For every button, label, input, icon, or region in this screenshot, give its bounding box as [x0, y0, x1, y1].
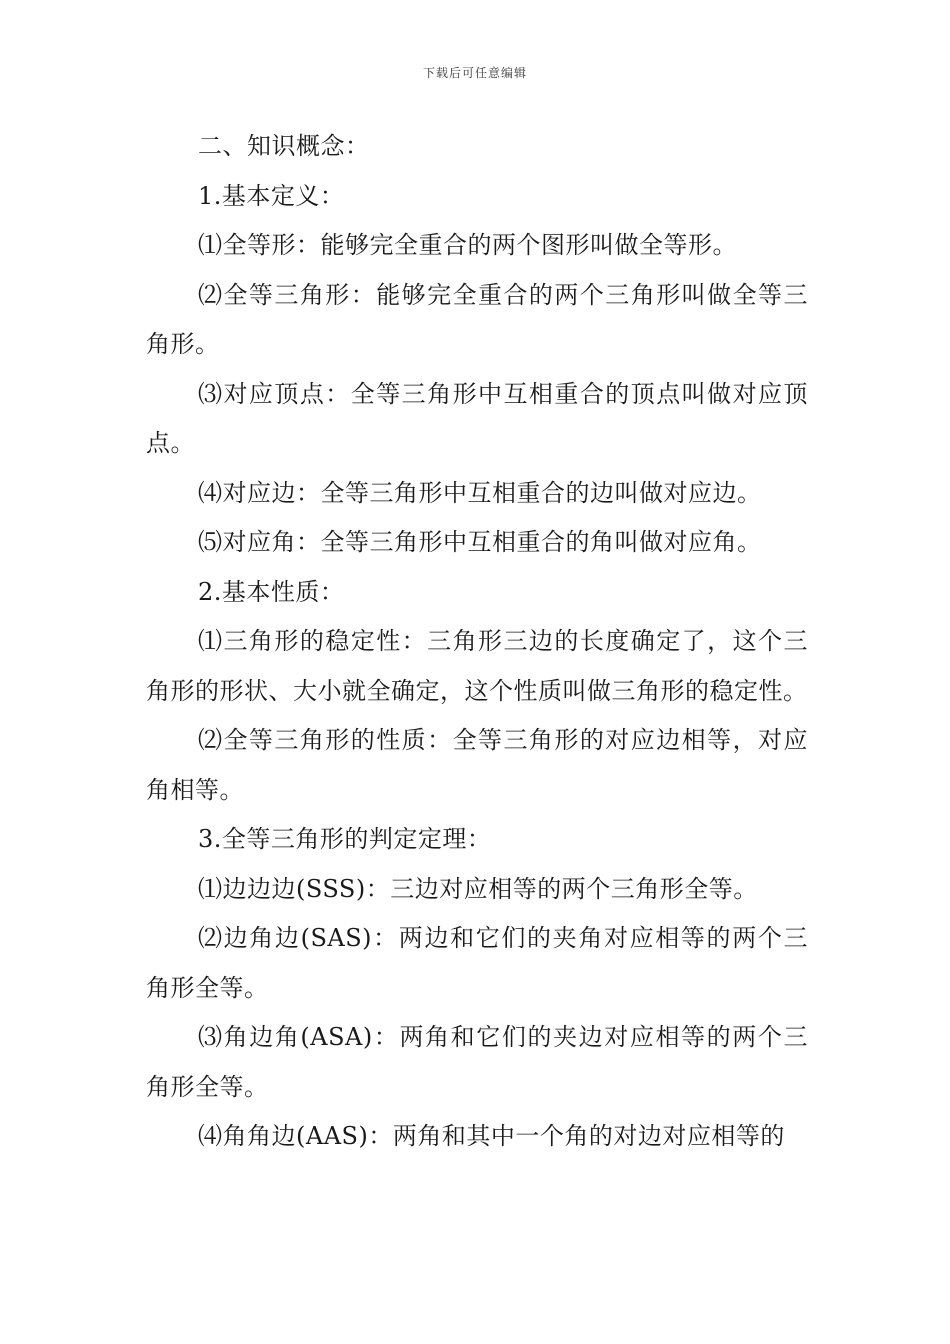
- definition-item: ⑵全等三角形：能够完全重合的两个三角形叫做全等三角形。: [146, 280, 808, 358]
- theorem-item: ⑵边角边(SAS)：两边和它们的夹角对应相等的两个三角形全等。: [146, 924, 808, 1002]
- subsection-heading: 2.基本性质：: [198, 577, 345, 606]
- theorem-item: ⑴边边边(SSS)：三边对应相等的两个三角形全等。: [198, 874, 758, 903]
- property-item: ⑵全等三角形的性质：全等三角形的对应边相等，对应角相等。: [146, 726, 808, 804]
- document-body: [146, 122, 808, 1162]
- definition-item: ⑴全等形：能够完全重合的两个图形叫做全等形。: [198, 231, 737, 259]
- subsection-heading: 1.基本定义：: [198, 181, 345, 210]
- page-header: 下载后可任意编辑: [422, 66, 527, 80]
- subsection-heading: 3.全等三角形的判定定理：: [198, 825, 492, 853]
- section-heading: 二、知识概念：: [198, 132, 370, 160]
- definition-item: ⑸对应角：全等三角形中互相重合的角叫做对应角。: [198, 528, 762, 556]
- theorem-item: ⑷角角边(AAS)：两角和其中一个角的对边对应相等的: [198, 1122, 785, 1150]
- definition-item: ⑶对应顶点：全等三角形中互相重合的顶点叫做对应顶点。: [146, 379, 808, 457]
- definition-item: ⑷对应边：全等三角形中互相重合的边叫做对应边。: [198, 478, 762, 507]
- theorem-item: ⑶角边角(ASA)：两角和它们的夹边对应相等的两个三角形全等。: [146, 1023, 808, 1101]
- property-item: ⑴三角形的稳定性：三角形三边的长度确定了，这个三角形的形状、大小就全确定，这个性质叫做三角形的稳定性。: [146, 627, 808, 705]
